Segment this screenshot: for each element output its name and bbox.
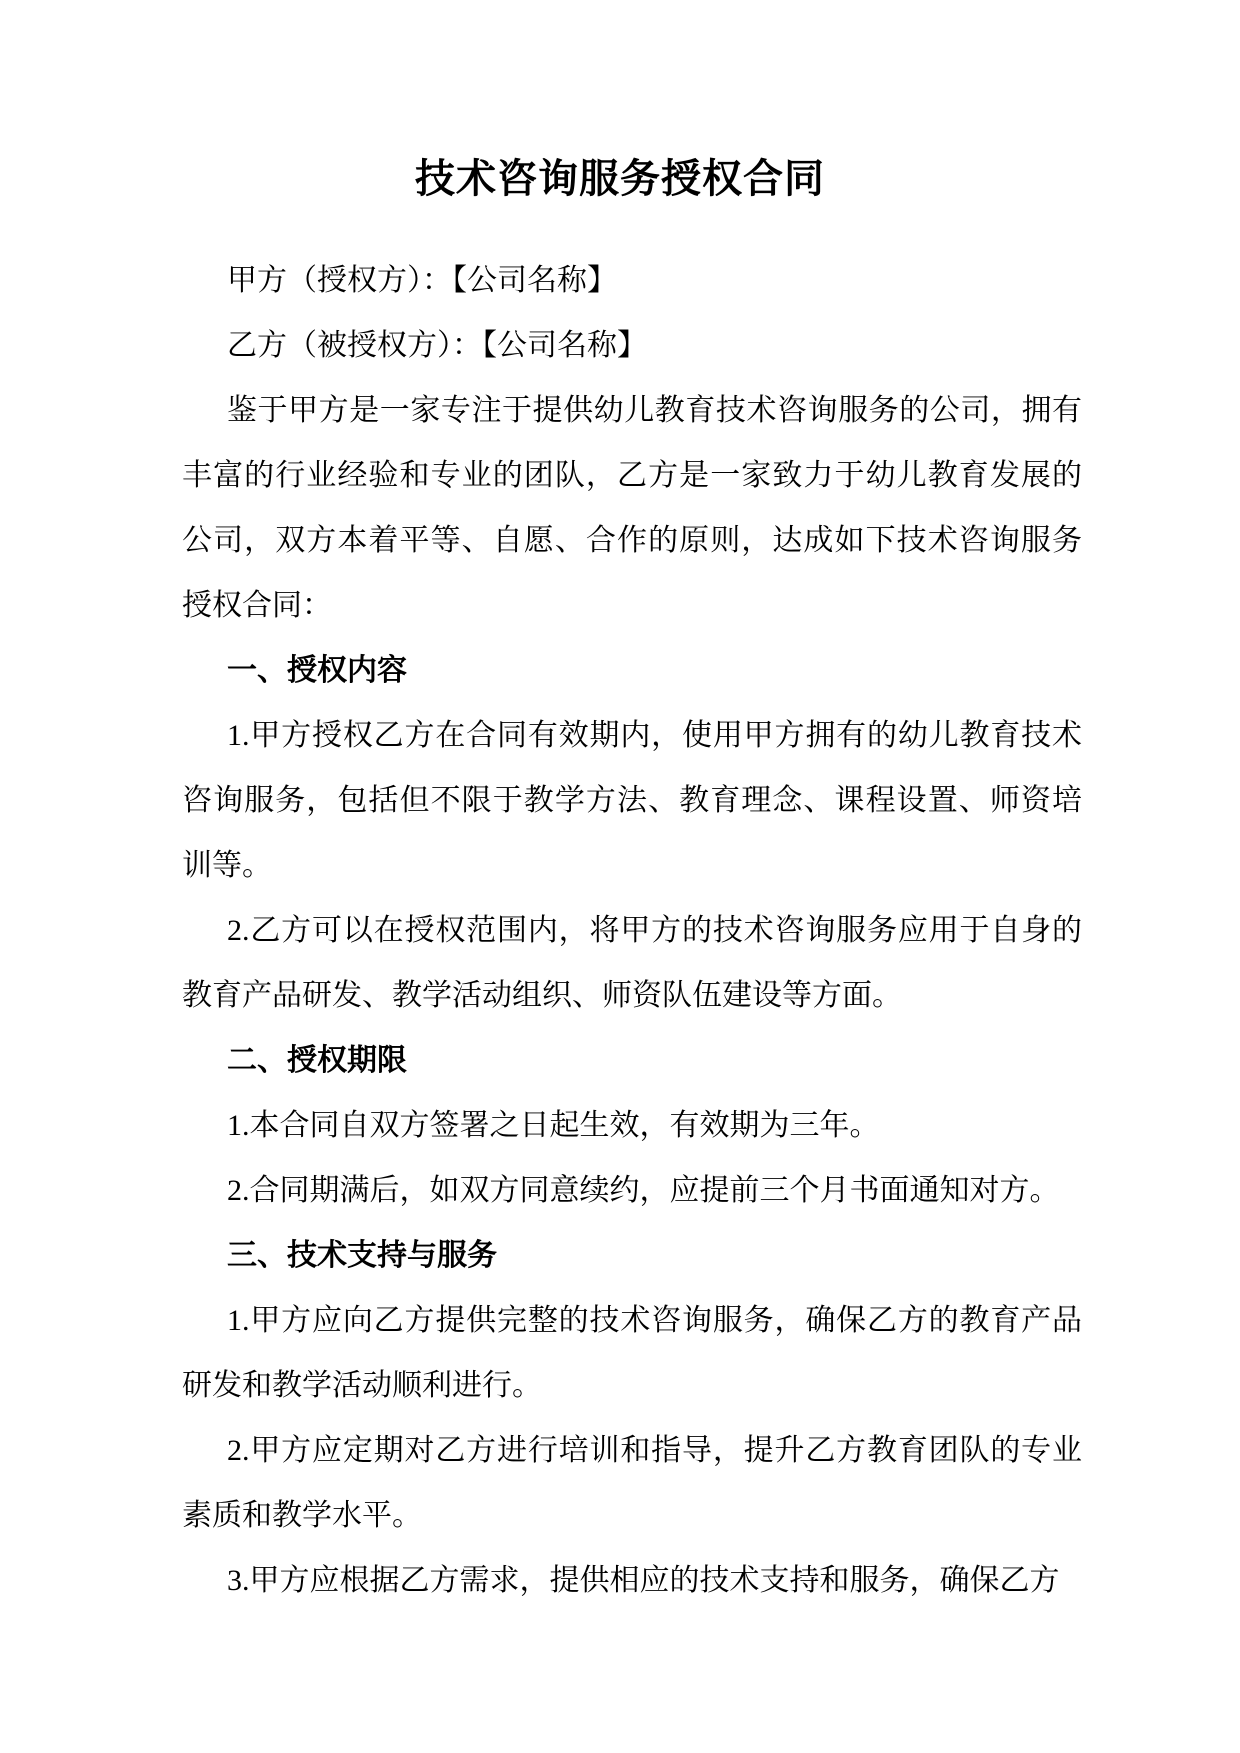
paragraph	[182, 1158, 1082, 1223]
text-line: 3.甲方应根据乙方需求，提供相应的技术支持和服务，确保乙方	[227, 1564, 1060, 1597]
text-line: 丰富的行业经验和专业的团队，乙方是一家致力于幼儿教育发展的	[182, 459, 1082, 492]
text-line: 2.乙方可以在授权范围内，将甲方的技术咨询服务应用于自身的	[227, 914, 1082, 947]
paragraph	[182, 248, 1082, 313]
paragraph	[182, 1548, 1082, 1613]
text-line: 乙方（被授权方）：【公司名称】	[227, 329, 647, 362]
text-line: 1.甲方应向乙方提供完整的技术咨询服务，确保乙方的教育产品	[227, 1304, 1082, 1337]
paragraph	[182, 313, 1082, 378]
paragraph	[182, 1288, 1082, 1418]
text-line: 2.甲方应定期对乙方进行培训和指导，提升乙方教育团队的专业	[227, 1434, 1082, 1467]
text-line: 教育产品研发、教学活动组织、师资队伍建设等方面。	[182, 979, 902, 1012]
heading-text-line: 一、授权内容	[227, 654, 407, 687]
document-body	[182, 248, 1082, 1613]
heading-text-line: 三、技术支持与服务	[227, 1239, 497, 1272]
paragraph	[182, 378, 1082, 638]
section-heading	[182, 1223, 1082, 1288]
section-heading	[182, 1028, 1082, 1093]
paragraph	[182, 703, 1082, 898]
paragraph	[182, 1418, 1082, 1548]
text-line: 1.甲方授权乙方在合同有效期内，使用甲方拥有的幼儿教育技术	[227, 719, 1082, 752]
text-line: 素质和教学水平。	[182, 1499, 422, 1532]
document-title: 技术咨询服务授权合同	[415, 157, 825, 201]
text-line: 鉴于甲方是一家专注于提供幼儿教育技术咨询服务的公司，拥有	[227, 394, 1082, 427]
text-line: 1.本合同自双方签署之日起生效，有效期为三年。	[227, 1109, 880, 1142]
paragraph	[182, 898, 1082, 1028]
text-line: 训等。	[182, 849, 272, 882]
text-line: 授权合同：	[182, 589, 332, 622]
section-heading	[182, 638, 1082, 703]
text-line: 研发和教学活动顺利进行。	[182, 1369, 542, 1402]
text-line: 咨询服务，包括但不限于教学方法、教育理念、课程设置、师资培	[182, 784, 1082, 817]
text-line: 2.合同期满后，如双方同意续约，应提前三个月书面通知对方。	[227, 1174, 1060, 1207]
text-line: 甲方（授权方）：【公司名称】	[227, 264, 617, 297]
heading-text-line: 二、授权期限	[227, 1044, 407, 1077]
paragraph	[182, 1093, 1082, 1158]
text-line: 公司，双方本着平等、自愿、合作的原则，达成如下技术咨询服务	[182, 524, 1082, 557]
